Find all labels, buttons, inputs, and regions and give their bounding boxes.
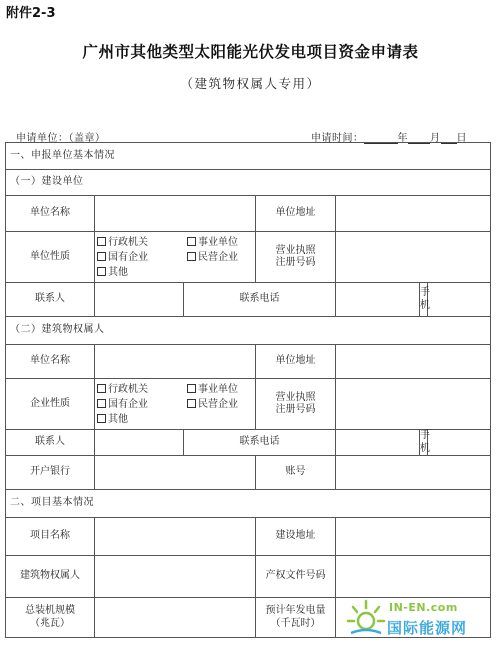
building-owner-field[interactable]	[95, 556, 256, 598]
owner-contact-label: 联系人	[6, 430, 95, 456]
contact-field[interactable]	[95, 283, 184, 317]
property-doc-label: 产权文件号码	[256, 556, 336, 598]
unit-name-label: 单位名称	[6, 196, 95, 232]
building-owner-label: 建筑物权属人	[6, 556, 95, 598]
section1-sub1-title: （一）建设单位	[6, 170, 491, 196]
application-form-table	[5, 142, 491, 638]
owner-business-license-field[interactable]	[336, 379, 491, 430]
project-name-label: 项目名称	[6, 518, 95, 556]
checkbox[interactable]	[97, 252, 106, 261]
account-field[interactable]	[336, 456, 491, 490]
contact-label: 联系人	[6, 283, 95, 317]
owner-contact-phone-label: 联系电话	[184, 430, 336, 456]
checkbox[interactable]	[97, 414, 106, 423]
apply-time-label: 申请时间：	[311, 133, 364, 144]
generation-label: 预计年发电量 （千瓦时）	[256, 598, 336, 638]
sun-logo-icon	[345, 597, 387, 639]
owner-mobile-field[interactable]	[428, 430, 491, 456]
build-address-field[interactable]	[336, 518, 491, 556]
checkbox[interactable]	[97, 267, 106, 276]
bank-label: 开户银行	[6, 456, 95, 490]
checkbox[interactable]	[97, 399, 106, 408]
owner-unit-name-field[interactable]	[95, 345, 256, 379]
month-label: 月	[430, 133, 441, 144]
day-label: 日	[456, 133, 467, 144]
enterprise-nature-options	[95, 379, 256, 430]
option-other[interactable]: 其他	[97, 412, 128, 427]
watermark-name: 国际能源网	[387, 619, 468, 637]
capacity-label: 总装机规模 （兆瓦）	[6, 598, 95, 638]
enterprise-nature-label: 企业性质	[6, 379, 95, 430]
option-private[interactable]: 民营企业	[187, 397, 238, 412]
watermark-logo	[345, 595, 495, 643]
option-state-owned[interactable]: 国有企业	[97, 397, 187, 412]
option-institution[interactable]: 事业单位	[187, 382, 238, 397]
contact-phone-label: 联系电话	[184, 283, 336, 317]
owner-unit-address-label: 单位地址	[256, 345, 336, 379]
document-title: 广州市其他类型太阳能光伏发电项目资金申请表	[82, 43, 419, 61]
unit-nature-options	[95, 232, 256, 283]
owner-unit-address-field[interactable]	[336, 345, 491, 379]
section1-title: 一、申报单位基本情况	[6, 143, 491, 170]
applicant-label: 申请单位：（盖章）	[16, 133, 106, 144]
unit-address-field[interactable]	[336, 196, 491, 232]
project-name-field[interactable]	[95, 518, 256, 556]
option-private[interactable]: 民营企业	[187, 250, 238, 265]
owner-contact-field[interactable]	[95, 430, 184, 456]
option-institution[interactable]: 事业单位	[187, 235, 238, 250]
business-license-label: 营业执照 注册号码	[256, 232, 336, 283]
build-address-label: 建设地址	[256, 518, 336, 556]
checkbox[interactable]	[187, 252, 196, 261]
unit-nature-label: 单位性质	[6, 232, 95, 283]
checkbox[interactable]	[97, 237, 106, 246]
owner-unit-name-label: 单位名称	[6, 345, 95, 379]
bank-field[interactable]	[95, 456, 256, 490]
mobile-label: 手机	[420, 283, 428, 317]
capacity-field[interactable]	[95, 598, 256, 638]
contact-phone-field[interactable]	[336, 283, 420, 317]
business-license-field[interactable]	[336, 232, 491, 283]
account-label: 账号	[256, 456, 336, 490]
checkbox[interactable]	[187, 399, 196, 408]
owner-mobile-label: 手机	[420, 430, 430, 454]
option-admin[interactable]: 行政机关	[97, 382, 187, 397]
year-label: 年	[397, 133, 408, 144]
property-doc-field[interactable]	[336, 556, 491, 598]
watermark-site: IN-EN.com	[389, 601, 458, 614]
option-state-owned[interactable]: 国有企业	[97, 250, 187, 265]
document-subtitle: （建筑物权属人专用）	[180, 76, 321, 91]
mobile-field[interactable]	[428, 283, 491, 317]
section1-sub2-title: （二）建筑物权属人	[6, 317, 491, 345]
attachment-label: 附件2-3	[6, 6, 56, 21]
owner-contact-phone-field[interactable]	[336, 430, 420, 456]
checkbox[interactable]	[187, 237, 196, 246]
unit-name-field[interactable]	[95, 196, 256, 232]
option-admin[interactable]: 行政机关	[97, 235, 187, 250]
checkbox[interactable]	[187, 384, 196, 393]
section2-title: 二、项目基本情况	[6, 490, 491, 518]
checkbox[interactable]	[97, 384, 106, 393]
option-other[interactable]: 其他	[97, 265, 128, 280]
unit-address-label: 单位地址	[256, 196, 336, 232]
owner-business-license-label: 营业执照 注册号码	[256, 379, 336, 430]
